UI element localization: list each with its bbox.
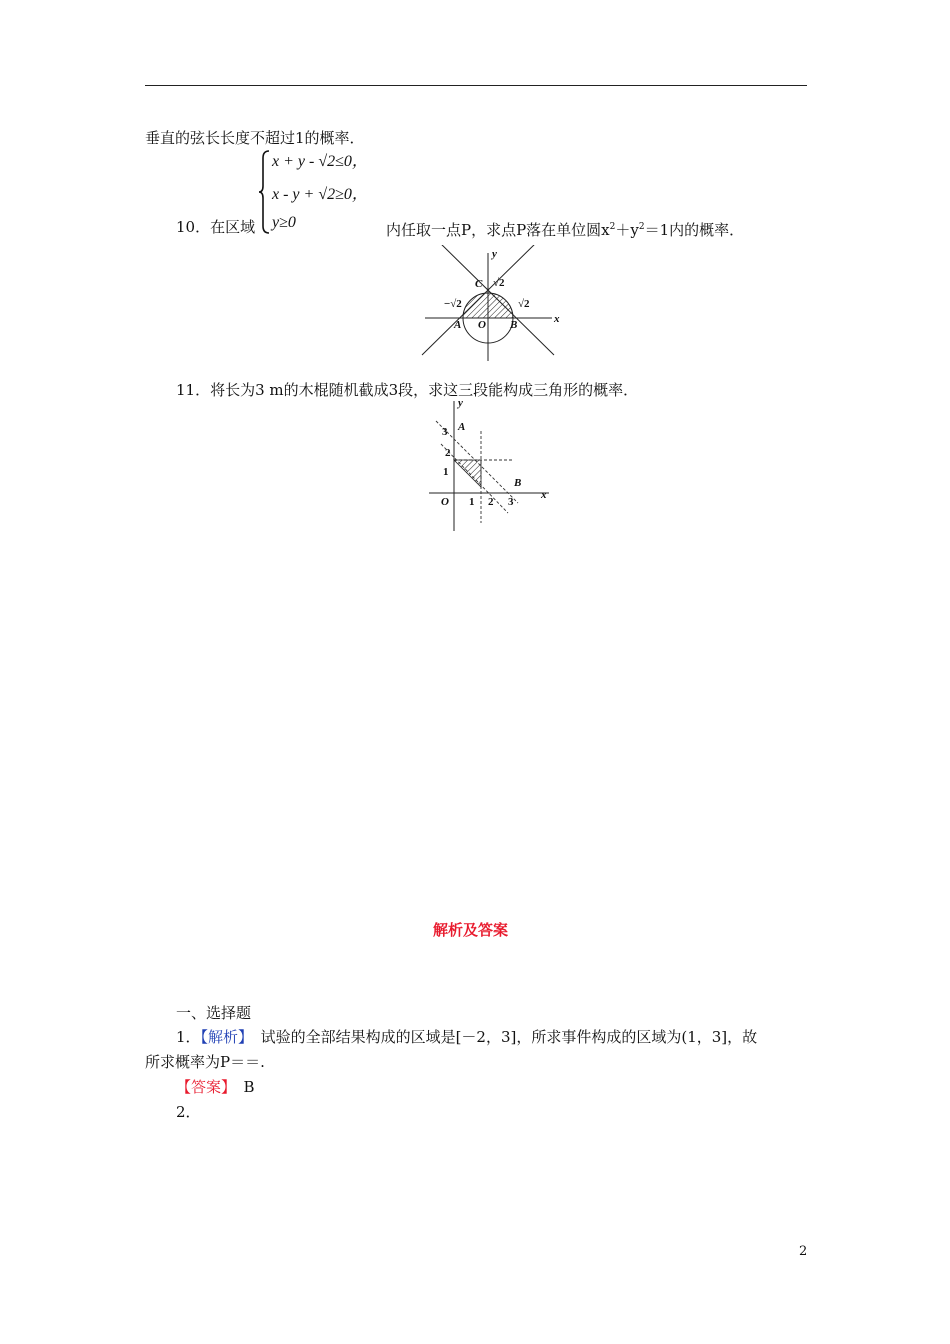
shaded-region (463, 293, 513, 318)
q10-suffix: 内任取一点P，求点P落在单位圆$x^2+y^2=1$内的概率． (386, 221, 745, 239)
label-B: B (514, 477, 522, 489)
q11-text: 11．将长为3 m的木棍随机截成3段，求这三段能构成三角形的概率． (176, 381, 639, 399)
label-O: O (478, 319, 486, 331)
tick-x1: 1 (469, 496, 475, 508)
tick-x3: 3 (508, 496, 514, 508)
label-y: y (492, 248, 497, 260)
label-B: B (510, 319, 518, 331)
label-A: A (454, 319, 462, 331)
label-x: x (554, 313, 560, 325)
answer-1-line2: 所求概率为P＝＝. (145, 1053, 265, 1071)
label-C: C (475, 278, 483, 290)
label-root2-top: √2 (493, 277, 505, 289)
label-y: y (458, 397, 463, 409)
label-A: A (458, 421, 466, 433)
label-O: O (441, 496, 449, 508)
tick-x2: 2 (488, 496, 494, 508)
tick-y2: 2 (445, 447, 451, 459)
label-neg-root2: −√2 (444, 298, 462, 310)
tick-y1: 1 (443, 466, 449, 478)
answer-tag: 【答案】 (176, 1078, 229, 1096)
ineq-2: x - y + √2≥0， (272, 186, 368, 203)
q11-figure (425, 395, 555, 535)
page-number: 2 (799, 1244, 808, 1259)
q10-prefix: 10．在区域 (176, 218, 256, 236)
answer-2-number: 2． (176, 1103, 201, 1121)
q10-figure (420, 245, 565, 363)
ineq-1: x + y - √2≤0， (272, 153, 368, 170)
continuation-text: 垂直的弦长长度不超过1的概率． (145, 129, 365, 147)
section-heading: 一、选择题 (176, 1004, 252, 1022)
answers-title: 解析及答案 (433, 921, 509, 939)
answer-1-line: 1．【解析】 试验的全部结果构成的区域是[－2，3]，所求事件构成的区域为(1，3]，故 (176, 1028, 758, 1046)
label-root2-right: √2 (518, 298, 530, 310)
header-rule (145, 85, 807, 86)
analysis-tag: 【解析】 (200, 1028, 246, 1046)
shaded-triangle (454, 460, 481, 487)
answer-1-result: 【答案】 B (176, 1078, 255, 1096)
tick-y3: 3 (442, 426, 448, 438)
left-brace-icon (258, 148, 272, 236)
label-x: x (541, 489, 547, 501)
ineq-3: y≥0 (272, 214, 296, 231)
